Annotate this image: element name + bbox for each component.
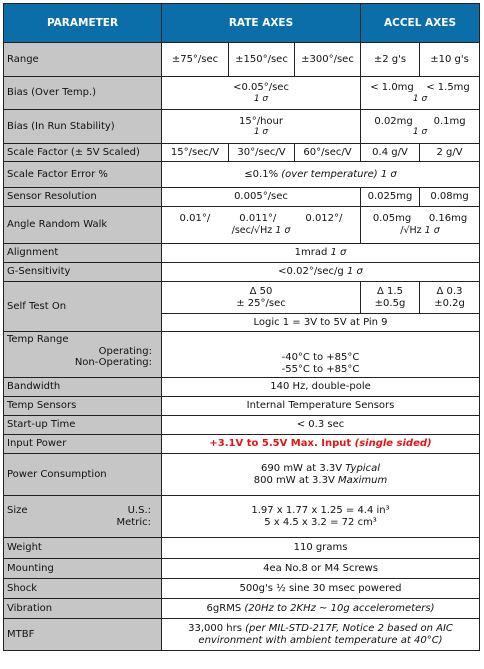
arw-accel-sigma: 1 σ bbox=[424, 224, 440, 236]
vibration-value bbox=[162, 599, 480, 619]
row-mounting bbox=[4, 559, 480, 579]
size-metric-value: 5 x 4.5 x 3.2 = 72 cm³ bbox=[264, 516, 377, 528]
temp-nonoperating-label: Non-Operating: bbox=[74, 357, 152, 368]
label-scale: Scale Factor (± 5V Scaled) bbox=[4, 144, 162, 162]
g-sensitivity-sigma: 1 σ bbox=[346, 266, 363, 278]
label-bias-temp: Bias (Over Temp.) bbox=[4, 77, 162, 110]
g-sensitivity-value bbox=[162, 263, 480, 282]
input-power-note: (single sided) bbox=[354, 438, 432, 450]
row-input-power bbox=[4, 435, 480, 454]
self-test-rate-range: ± 25°/sec bbox=[236, 297, 286, 309]
bandwidth-value: 140 Hz, double-pole bbox=[162, 378, 480, 397]
power-typical: 690 mW at 3.3V bbox=[261, 463, 343, 474]
alignment-number: 1mrad bbox=[294, 247, 328, 259]
mounting-value: 4ea No.8 or M4 Screws bbox=[162, 559, 480, 579]
mtbf-value bbox=[162, 619, 480, 651]
row-range bbox=[4, 43, 480, 77]
self-test-accel-1-delta: Δ 1.5 bbox=[377, 286, 403, 297]
g-sensitivity-number: <0.02°/sec/g bbox=[278, 266, 344, 278]
range-accel-2: ±10 g's bbox=[420, 43, 480, 77]
bias-temp-rate-sigma: 1 σ bbox=[253, 93, 269, 104]
row-bias-run bbox=[4, 110, 480, 144]
row-shock bbox=[4, 579, 480, 599]
row-size bbox=[4, 496, 480, 538]
row-power-consumption bbox=[4, 454, 480, 496]
scale-rate-1: 15°/sec/V bbox=[162, 144, 229, 162]
resolution-accel-1: 0.025mg bbox=[361, 188, 420, 207]
startup-value: < 0.3 sec bbox=[162, 416, 480, 435]
temp-range-title: Temp Range bbox=[7, 334, 69, 345]
range-rate-1: ±75°/sec bbox=[162, 43, 229, 77]
bias-temp-accel-2: < 1.5mg bbox=[426, 82, 470, 94]
self-test-logic: Logic 1 = 3V to 5V at Pin 9 bbox=[162, 314, 480, 332]
label-power-consumption: Power Consumption bbox=[4, 454, 162, 496]
label-self-test: Self Test On bbox=[4, 282, 162, 332]
label-vibration: Vibration bbox=[4, 599, 162, 619]
range-rate-3: ±300°/sec bbox=[295, 43, 361, 77]
resolution-accel-2: 0.08mg bbox=[420, 188, 480, 207]
resolution-rate: 0.005°/sec bbox=[162, 188, 361, 207]
row-self-test bbox=[4, 282, 480, 314]
row-bias-temp bbox=[4, 77, 480, 110]
scale-accel-2: 2 g/V bbox=[420, 144, 480, 162]
power-typical-label: Typical bbox=[345, 463, 380, 474]
temp-operating-label: Operating: bbox=[98, 345, 152, 357]
alignment-sigma: 1 σ bbox=[330, 247, 347, 259]
size-us-value: 1.97 x 1.77 x 1.25 = 4.4 in³ bbox=[251, 505, 390, 516]
arw-rate-3: 0.012°/ bbox=[305, 213, 343, 225]
row-mtbf bbox=[4, 619, 480, 651]
bias-run-rate-sigma: 1 σ bbox=[253, 127, 269, 138]
label-scale-error: Scale Factor Error % bbox=[4, 162, 162, 188]
label-weight: Weight bbox=[4, 538, 162, 559]
spec-table bbox=[3, 3, 480, 651]
bias-temp-accel-sigma: 1 σ bbox=[412, 93, 428, 104]
range-rate-2: ±150°/sec bbox=[229, 43, 295, 77]
row-scale bbox=[4, 144, 480, 162]
scale-accel-1: 0.4 g/V bbox=[361, 144, 420, 162]
mtbf-note-1: (per MIL-STD-217F, Notice 2 based on AIC bbox=[245, 623, 453, 634]
scale-error-value bbox=[162, 162, 480, 188]
self-test-accel-2-delta: Δ 0.3 bbox=[436, 286, 463, 297]
bias-run-accel-sigma: 1 σ bbox=[412, 127, 428, 138]
shock-value: 500g's ½ sine 30 msec powered bbox=[162, 579, 480, 599]
self-test-accel-1 bbox=[361, 282, 420, 314]
label-alignment: Alignment bbox=[4, 244, 162, 263]
arw-rate-2: 0.011°/ bbox=[239, 213, 277, 225]
bias-temp-rate bbox=[162, 77, 361, 110]
label-input-power: Input Power bbox=[4, 435, 162, 454]
bias-temp-accel bbox=[361, 77, 480, 110]
scale-error-note: (over temperature) bbox=[281, 168, 378, 180]
bias-run-accel-2: 0.1mg bbox=[433, 115, 466, 127]
weight-value: 110 grams bbox=[162, 538, 480, 559]
scale-rate-3: 60°/sec/V bbox=[295, 144, 361, 162]
header-row bbox=[4, 4, 480, 43]
header-rate-axes: RATE AXES bbox=[162, 4, 361, 43]
row-startup bbox=[4, 416, 480, 435]
mtbf-hours: 33,000 hrs bbox=[188, 623, 242, 634]
size-title: Size bbox=[7, 505, 28, 516]
row-arw bbox=[4, 207, 480, 244]
label-shock: Shock bbox=[4, 579, 162, 599]
label-bandwidth: Bandwidth bbox=[4, 378, 162, 397]
row-temp-range bbox=[4, 332, 480, 378]
bias-temp-rate-value: <0.05°/sec bbox=[233, 82, 289, 94]
label-arw: Angle Random Walk bbox=[4, 207, 162, 244]
vibration-number: 6gRMS bbox=[206, 602, 242, 614]
scale-rate-2: 30°/sec/V bbox=[229, 144, 295, 162]
label-temp-sensors: Temp Sensors bbox=[4, 397, 162, 416]
label-mtbf: MTBF bbox=[4, 619, 162, 651]
range-accel-1: ±2 g's bbox=[361, 43, 420, 77]
arw-accel-1: 0.05mg bbox=[372, 213, 412, 225]
label-resolution: Sensor Resolution bbox=[4, 188, 162, 207]
arw-accel-2: 0.16mg bbox=[428, 213, 468, 225]
input-power-value bbox=[162, 435, 480, 454]
bias-run-accel-1: 0.02mg bbox=[374, 115, 413, 127]
arw-rate-1: 0.01°/ bbox=[179, 213, 211, 225]
bias-temp-accel-1: < 1.0mg bbox=[370, 82, 414, 94]
arw-rate bbox=[162, 207, 361, 244]
temp-operating-value: -40°C to +85°C bbox=[281, 352, 360, 363]
row-g-sensitivity bbox=[4, 263, 480, 282]
self-test-rate-delta: Δ 50 bbox=[249, 286, 273, 297]
temp-sensors-value: Internal Temperature Sensors bbox=[162, 397, 480, 416]
self-test-accel-2-range: ±0.2g bbox=[434, 297, 465, 309]
temp-range-values bbox=[162, 332, 480, 378]
power-consumption-value bbox=[162, 454, 480, 496]
self-test-accel-1-range: ±0.5g bbox=[374, 297, 406, 309]
row-vibration bbox=[4, 599, 480, 619]
vibration-note: (20Hz to 2KHz ~ 10g accelerometers) bbox=[244, 602, 435, 614]
label-startup: Start-up Time bbox=[4, 416, 162, 435]
arw-rate-sigma: 1 σ bbox=[275, 224, 291, 236]
label-g-sensitivity: G-Sensitivity bbox=[4, 263, 162, 282]
arw-rate-unit: /sec/√Hz bbox=[231, 224, 273, 236]
label-temp-range bbox=[4, 332, 162, 378]
label-bias-run: Bias (In Run Stability) bbox=[4, 110, 162, 144]
row-bandwidth bbox=[4, 378, 480, 397]
row-scale-error bbox=[4, 162, 480, 188]
bias-run-rate bbox=[162, 110, 361, 144]
label-size bbox=[4, 496, 162, 538]
row-temp-sensors bbox=[4, 397, 480, 416]
power-maximum: 800 mW at 3.3V bbox=[253, 474, 335, 486]
temp-nonoperating-value: -55°C to +85°C bbox=[281, 363, 360, 375]
self-test-accel-2 bbox=[420, 282, 480, 314]
self-test-rate bbox=[162, 282, 361, 314]
mtbf-note-2: environment with ambient temperature at 40°C) bbox=[198, 634, 443, 646]
row-alignment bbox=[4, 244, 480, 263]
bias-run-accel bbox=[361, 110, 480, 144]
header-accel-axes: ACCEL AXES bbox=[361, 4, 480, 43]
size-metric-label: Metric: bbox=[116, 516, 151, 528]
arw-accel bbox=[361, 207, 480, 244]
input-power-range: +3.1V to 5.5V Max. Input bbox=[209, 438, 352, 450]
row-weight bbox=[4, 538, 480, 559]
label-range: Range bbox=[4, 43, 162, 77]
power-maximum-label: Maximum bbox=[337, 474, 388, 486]
bias-run-rate-value: 15°/hour bbox=[239, 115, 283, 127]
header-parameter: PARAMETER bbox=[4, 4, 162, 43]
alignment-value bbox=[162, 244, 480, 263]
arw-accel-unit: /√Hz bbox=[400, 224, 422, 236]
scale-error-sigma: 1 σ bbox=[380, 168, 397, 180]
size-values bbox=[162, 496, 480, 538]
size-us-label: U.S.: bbox=[127, 505, 151, 516]
row-resolution bbox=[4, 188, 480, 207]
scale-error-number: ≤0.1% bbox=[244, 168, 279, 180]
label-mounting: Mounting bbox=[4, 559, 162, 579]
